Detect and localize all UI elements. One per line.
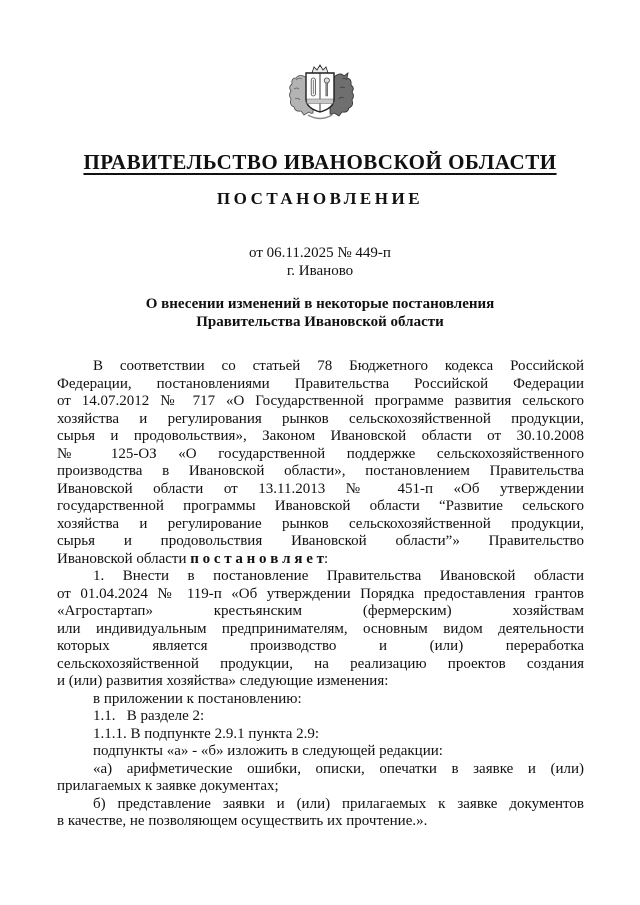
body-line-segment: в приложении к постановлению: — [93, 690, 302, 707]
city-line: г. Иваново — [286, 263, 354, 279]
body-line — [57, 463, 584, 481]
body-line-segment: от 01.04.2024 № 119-п «Об утверждении Порядка предоставления грантов — [57, 585, 584, 602]
body-line-segment: сельскохозяйственной продукции, на реализацию проектов создания — [57, 655, 584, 672]
body-line — [57, 446, 584, 464]
body-line — [57, 656, 584, 674]
body-line-segment: Федерации, постановлениями Правительства Российской Федерации — [57, 375, 584, 392]
body-line-segment: «Агростартап» крестьянским (фермерским) хозяйствам — [57, 603, 584, 619]
subject-heading — [0, 295, 640, 331]
body-line — [57, 551, 584, 569]
body-line — [57, 708, 584, 726]
body-line-segment: В соответствии со статьей 78 Бюджетного кодекса Российской — [93, 358, 584, 374]
body-line-segment: которых является производство и (или) переработка — [57, 638, 584, 654]
body-line-segment: 1.1.1. В подпункте 2.9.1 пункта 2.9: — [93, 725, 320, 742]
ivanovo-oblast-coat-of-arms-icon — [282, 63, 358, 123]
body-line — [57, 621, 584, 639]
body-line — [57, 603, 584, 621]
body-line-segment: : — [323, 550, 329, 567]
body-line-segment: сырья и продовольствия Ивановской области”» Правительство — [57, 533, 584, 549]
body-line — [57, 673, 584, 691]
body-line-segment: хозяйства и регулирование рынков сельскохозяйственной продукции, — [57, 515, 584, 532]
body-line-segment: и (или) развития хозяйства» следующие изменения: — [57, 673, 389, 689]
body-line-segment: подпункты «а» - «б» изложить в следующей редакции: — [93, 743, 443, 759]
body-line — [57, 586, 584, 604]
body-line-segment: 1.1. В разделе 2: — [93, 708, 205, 724]
body-line — [57, 376, 584, 394]
body-line — [57, 796, 584, 814]
org-name-title: ПРАВИТЕЛЬСТВО ИВАНОВСКОЙ ОБЛАСТИ — [83, 150, 557, 174]
body-line-segment: от 14.07.2012 № 717 «О Государственной программе развития сельского — [57, 393, 584, 409]
body-line-segment: Ивановской области — [57, 550, 191, 567]
body-line-segment: б) представление заявки и (или) прилагаемых к заявке документов — [93, 795, 584, 812]
body-line — [57, 743, 584, 761]
body-line — [57, 568, 584, 586]
body-line-segment: № 125-ОЗ «О государственной поддержке сельскохозяйственного — [57, 445, 584, 462]
emblem-container — [0, 0, 640, 128]
document-body — [57, 358, 584, 831]
subject-line-2: Правительства Ивановской области — [196, 314, 444, 330]
body-line — [57, 481, 584, 499]
body-line — [57, 358, 584, 376]
doc-type-title: ПОСТАНОВЛЕНИЕ — [216, 189, 424, 208]
body-line — [57, 813, 584, 831]
body-line — [57, 691, 584, 709]
body-line — [57, 411, 584, 429]
body-line — [57, 533, 584, 551]
body-line — [57, 428, 584, 446]
body-line — [57, 393, 584, 411]
body-line-segment: в качестве, не позволяющем осуществить их прочтение.». — [57, 813, 428, 829]
body-line-segment: сырья и продовольствия», Законом Ивановской области от 30.10.2008 — [57, 428, 584, 444]
body-line — [57, 638, 584, 656]
date-number-line: от 06.11.2025 № 449-п — [249, 245, 391, 261]
body-line-segment: или индивидуальным предпринимателям, основным видом деятельности — [57, 620, 584, 637]
body-line — [57, 516, 584, 534]
body-line — [57, 778, 584, 796]
body-line-segment: 1. Внести в постановление Правительства Ивановской области — [93, 568, 584, 584]
body-line-segment: хозяйства и регулирования рынков сельскохозяйственной продукции, — [57, 410, 584, 427]
body-line-segment: государственной программы Ивановской области “Развитие сельского — [57, 498, 584, 514]
body-line — [57, 498, 584, 516]
subject-line-1: О внесении изменений в некоторые постановления — [145, 296, 495, 312]
body-line-segment: прилагаемых к заявке документах; — [57, 778, 279, 794]
body-line-bold-segment: п о с т а н о в л я е т — [190, 550, 324, 567]
body-line-segment: Ивановской области от 13.11.2013 № 451-п «Об утверждении — [57, 480, 584, 497]
body-line-segment: «а) арифметические ошибки, описки, опечатки в заявке и (или) — [93, 760, 584, 777]
body-line — [57, 726, 584, 744]
body-line-segment: производства в Ивановской области», постановлением Правительства — [57, 463, 584, 479]
body-line — [57, 761, 584, 779]
